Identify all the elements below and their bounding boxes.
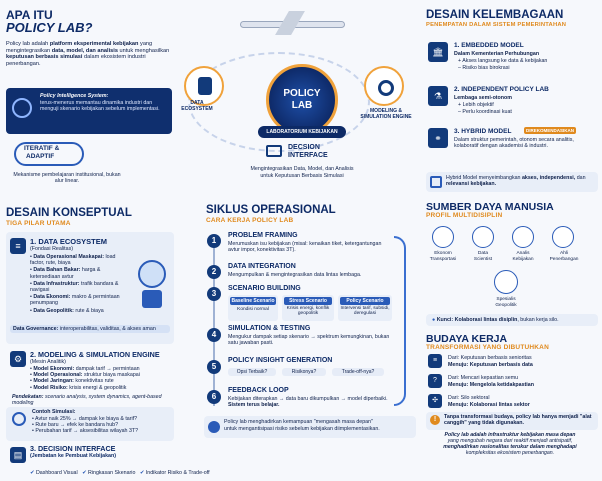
- step-1-text: Merumuskan isu kebijakan (misal: kenaikan tiket, ketergantungan avtur impor, konektivitas 3T).: [228, 241, 382, 254]
- kelembagaan-title: DESAIN KELEMBAGAAN: [426, 9, 564, 21]
- decision-label-2: INTERFACE: [288, 152, 328, 159]
- list-item: • Model Ekonomi: dampak tarif → permintaan: [30, 366, 160, 372]
- budaya-from: Dari: Keputusan berbasis senioritas: [448, 355, 532, 361]
- pillar-1-list: [30, 254, 130, 314]
- core-label-1: POLICY: [283, 88, 321, 99]
- geopolitics-icon: [494, 270, 518, 294]
- siklus-footer: [204, 416, 416, 438]
- model-1-point: – Risiko bias birokrasi: [458, 65, 510, 71]
- balance-icon: [430, 176, 442, 188]
- iter-label-2: ADAPTIF: [26, 153, 55, 160]
- step-number-4: 4: [207, 328, 221, 342]
- sdm-key: ● Kunci: Kolaborasi lintas disiplin, bukan kerja silo.: [426, 314, 598, 326]
- steps-connector: [213, 236, 215, 406]
- siklus-title: SIKLUS OPERASIONAL: [206, 204, 336, 216]
- pillar-3-list: [30, 470, 280, 476]
- decision-label-1: DECSION: [288, 144, 320, 151]
- monitor-icon: [266, 145, 282, 157]
- gear-icon: [378, 80, 394, 96]
- insight-chip: Risikonya?: [282, 368, 326, 376]
- model-2-point: + Lebih objektif: [458, 102, 494, 108]
- database-icon: ≡: [10, 238, 26, 254]
- list-item: • Model Operasional: struktur biaya maskapai: [30, 372, 160, 378]
- sim-title: Contoh Simulasi:: [32, 409, 76, 415]
- warning-icon: !: [430, 415, 440, 425]
- pillar-3-title: 3. DECISION INTERFACE: [30, 444, 116, 453]
- sim-list: [32, 416, 172, 435]
- step-6-text: Kebijakan diterapkan → data baru dikumpulkan → model diperbaiki. Sistem terus belajar.: [228, 396, 388, 409]
- data-governance: Data Governance: interoperabilitas, validitas, & akses aman: [10, 325, 170, 333]
- step-2-title: DATA INTEGRATION: [228, 263, 296, 270]
- step-4-text: Mengukur dampak setiap skenario → spektrum kemungkinan, bukan satu jawaban pasti.: [228, 334, 390, 347]
- intro-text: Policy lab adalah platform eksperimental kebijakan yang mengintegrasikan data, model, dan analisis untuk menghasilkan keputusan berbasis simulasi dalam ekosistem industri penerbangan.: [6, 41, 170, 67]
- role-label: Ekonom Transportasi: [429, 251, 457, 262]
- scenario-stress: Stress Scenario Krisis energi, konflik geopolitik: [282, 295, 334, 321]
- budaya-from: Dari: Silo sektoral: [448, 395, 490, 401]
- policy-analyst-icon: [512, 226, 534, 248]
- pis-title: Policy Intelligence System:: [40, 93, 109, 99]
- pillar-2-sub: (Mesin Analitik): [30, 359, 66, 365]
- budaya-warning: [426, 412, 598, 430]
- model-1-title: 1. EMBEDDED MODEL: [454, 42, 524, 49]
- pillar-1-sub: (Fondasi Realitas): [30, 246, 73, 252]
- step-number-3: 3: [207, 287, 221, 301]
- list-item: • Rute baru → efek ke bandara hub?: [32, 422, 172, 428]
- pis-text: terus-menerus memantau dinamika industri dan menguji skenario kebijakan sebelum implementasi.: [40, 100, 160, 113]
- shield-icon: [12, 98, 32, 118]
- globe-database-icon: [134, 260, 170, 312]
- pis-panel: [6, 88, 172, 134]
- ladder-icon: ≡: [428, 354, 442, 368]
- economist-icon: [432, 226, 454, 248]
- list-item: Ringkasan Skenario: [88, 470, 136, 476]
- pillar-1-title: 1. DATA ECOSYSTEM: [30, 237, 107, 246]
- budaya-to: Menuju: Kolaborasi lintas sektor: [448, 402, 530, 408]
- feedback-arrow: [394, 236, 406, 406]
- warning-text: Tanpa transformasi budaya, policy lab hanya menjadi "alat canggih" yang tidak digunakan.: [444, 414, 592, 427]
- database-icon: [198, 77, 212, 95]
- list-item: • Data Bahan Bakar: harga & ketersediaan avtur: [30, 267, 130, 279]
- scenario-policy: Policy Scenario Intervensi tarif, subsidi, deregulasi: [338, 295, 392, 321]
- gear-icon: ⚙: [10, 351, 26, 367]
- step-3-title: SCENARIO BUILDING: [228, 285, 301, 292]
- role-label: Data Scientist: [473, 251, 493, 262]
- lab-icon: ⚗: [428, 86, 448, 106]
- step-1-title: PROBLEM FRAMING: [228, 232, 298, 239]
- title-policy-lab: POLICY LAB?: [6, 20, 93, 35]
- approach-text: Pendekatan: scenario analysis, system dynamics, agent-based modeling: [12, 394, 162, 407]
- list-item: Indikator Risiko & Trade-off: [145, 470, 210, 476]
- lightbulb-icon: [208, 421, 220, 433]
- closing-statement: Policy lab adalah infrastruktur kebijakan masa depan yang mengubah negara dari reaktif menjadi antisipatif, menghadirkan rasionalitas terukur dalam menghadapi kompleksitas ekosistem penerbangan.: [443, 432, 577, 456]
- list-item: • Data Ekonomi: makro & permintaan penumpang: [30, 294, 130, 306]
- siklus-sub: CARA KERJA POLICY LAB: [206, 217, 294, 224]
- list-item: • Perubahan tarif → aksesibilitas wilayah 3T?: [32, 428, 172, 434]
- pillar-2-list: [30, 366, 160, 391]
- data-scientist-icon: [472, 226, 494, 248]
- step-5-title: POLICY INSIGHT GENERATION: [228, 357, 333, 364]
- budaya-title: BUDAYA KERJA: [426, 333, 508, 345]
- model-1-point: + Akses langsung ke data & kebijakan: [458, 58, 548, 64]
- airplane-icon: [240, 16, 350, 30]
- footer-line-2: untuk mengantisipasi risiko sebelum kebijakan diimplementasikan.: [224, 426, 380, 432]
- iter-label-1: ITERATIF &: [24, 145, 60, 152]
- dashboard-icon: ▤: [10, 447, 26, 463]
- title-apa-itu: APA ITU: [6, 8, 53, 22]
- role-label: Spesialis Geopolitik: [495, 297, 517, 308]
- pillar-3-sub: (Jembatan ke Pembuat Kebijakan): [30, 453, 116, 459]
- institution-icon: 🏛: [428, 42, 448, 62]
- simulation-icon: [12, 412, 26, 426]
- aviation-expert-icon: [552, 226, 574, 248]
- hybrid-note: Hybrid Model menyeimbangkan akses, independensi, dan relevansi kebijakan.: [426, 172, 598, 192]
- list-item: • Data Operasional Maskapai: load factor, rute, biaya: [30, 254, 130, 266]
- lab-band: LABORATORIUM KEBIJAKAN: [258, 126, 346, 138]
- role-label: Ahli Penerbangan: [549, 251, 579, 262]
- list-item: • Model Risiko: krisis energi & geopolitik: [30, 385, 160, 391]
- scenario-baseline: Baseline Scenario Kondisi normal: [228, 295, 278, 321]
- list-item: • Data Infrastruktur: trafik bandara & navigasi: [30, 281, 130, 293]
- list-item: • Model Jaringan: konektivitas rute: [30, 378, 160, 384]
- step-number-5: 5: [207, 360, 221, 374]
- budaya-to: Menuju: Keputusan berbasis data: [448, 362, 533, 368]
- sdm-title: SUMBER DAYA MANUSIA: [426, 201, 554, 213]
- pillar-2-title: 2. MODELING & SIMULATION ENGINE: [30, 350, 160, 359]
- konseptual-sub: TIGA PILAR UTAMA: [6, 220, 71, 227]
- step-number-6: 6: [207, 390, 221, 404]
- list-item: • Data Geopolitik: rute & biaya: [30, 308, 130, 314]
- modeling-label: MODELING & SIMULATION ENGINE: [360, 108, 412, 121]
- people-icon: ●: [432, 317, 436, 323]
- question-icon: ?: [428, 374, 442, 388]
- model-3-line: Dalam struktur pemerintah, otonom secara analitis, kolaboratif dengan akademisi & industri.: [454, 137, 574, 150]
- recommended-badge: DIREKOMENDASIKAN: [526, 128, 575, 133]
- model-2-line: Lembaga semi-otonom: [454, 95, 512, 101]
- center-caption-2: untuk Keputusan Berbasis Simulasi: [260, 173, 344, 179]
- konseptual-title: DESAIN KONSEPTUAL: [6, 207, 132, 219]
- insight-chip: Trade-off-nya?: [332, 368, 384, 376]
- check-icon: ✔: [139, 470, 145, 476]
- sdm-sub: PROFIL MULTIDISIPLIN: [426, 212, 503, 219]
- step-number-2: 2: [207, 265, 221, 279]
- core-label-2: LAB: [291, 100, 313, 111]
- step-4-title: SIMULATION & TESTING: [228, 325, 311, 332]
- budaya-from: Dari: Mencari kepastian semu: [448, 375, 519, 381]
- footer-line-1: Policy lab menghadirkan kemampuan "mengasah masa depan": [224, 419, 373, 425]
- collaboration-icon: ✣: [428, 394, 442, 408]
- insight-chip: Opsi Terbaik?: [228, 368, 276, 376]
- budaya-sub: TRANSFORMASI YANG DIBUTUHKAN: [426, 344, 549, 351]
- model-1-line: Dalam Kementerian Perhubungan: [454, 51, 540, 57]
- list-item: • Avtur naik 25% → dampak ke biaya & tarif?: [32, 416, 172, 422]
- model-2-title: 2. INDEPENDENT POLICY LAB: [454, 86, 549, 93]
- scenario-row: [228, 295, 388, 321]
- model-2-point: – Perlu koordinasi kuat: [458, 109, 512, 115]
- network-icon: ⚭: [428, 128, 448, 148]
- budaya-to: Menuju: Mengelola ketidakpastian: [448, 382, 534, 388]
- step-6-title: FEEDBACK LOOP: [228, 387, 289, 394]
- check-icon: ✔: [82, 470, 87, 476]
- model-3-title: 3. HYBRID MODEL: [454, 128, 512, 135]
- step-number-1: 1: [207, 234, 221, 248]
- data-ecosystem-label: DATA ECOSYSTEM: [181, 100, 213, 113]
- kelembagaan-sub: PENEMPATAN DALAM SISTEM PEMERINTAHAN: [426, 22, 567, 28]
- list-item: Dashboard Visual: [35, 470, 78, 476]
- role-label: Analis Kebijakan: [512, 251, 534, 262]
- modeling-node: [364, 66, 404, 106]
- check-icon: ✔: [30, 470, 35, 476]
- step-2-text: Mengumpulkan & mengintegrasikan data lintas lembaga.: [228, 272, 362, 278]
- center-caption-1: Mengintegrasikan Data, Model, dan Analisis: [250, 166, 354, 172]
- iter-text: Mekanisme pembelajaran institusional, bukan alur linear.: [13, 172, 121, 185]
